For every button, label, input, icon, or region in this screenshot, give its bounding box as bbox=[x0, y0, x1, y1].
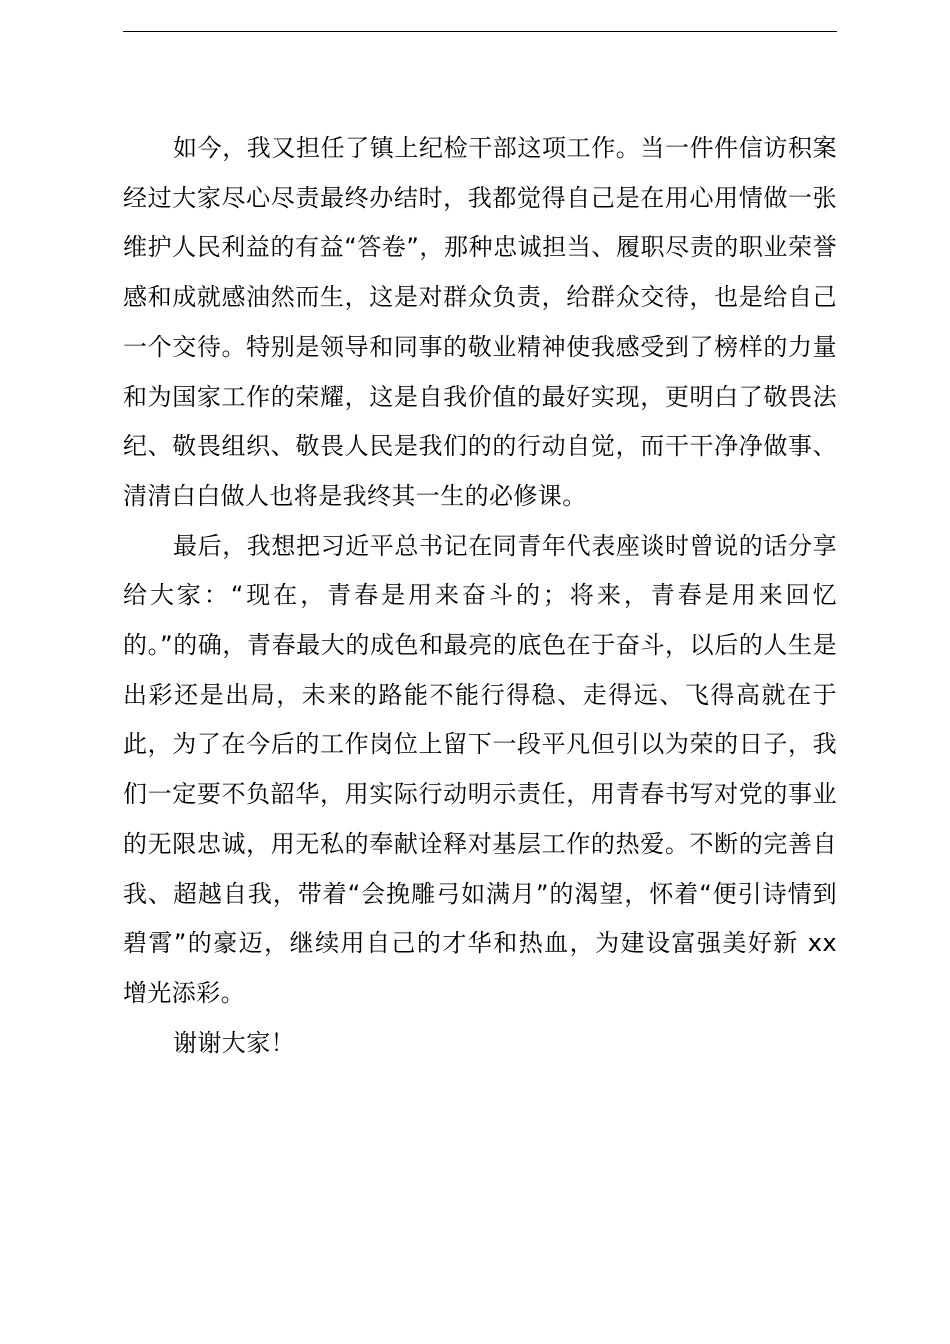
paragraph-thanks: 谢谢大家！ bbox=[173, 1028, 295, 1057]
paragraph-work-reflection: 如今，我又担任了镇上纪检干部这项工作。当一件件信访积案经过大家尽心尽责最终办结时，我都觉得自己是在用心用情做一张维护人民利益的有益“答卷”，那种忠诚担当、履职尽责的职业荣誉感和成就感油然而生，这是对群众负责，给群众交待，也是给自己一个交待。特别是领导和同事的敬业精神使我感受到了榜样的力量和为国家工作的荣耀，这是自我价值的最好实现，更明白了敬畏法纪、敬畏组织、敬畏人民是我们的的行动自觉，而干干净净做事、清清白白做人也将是我终其一生的必修课。 bbox=[123, 134, 837, 510]
document-body bbox=[123, 124, 837, 1068]
header-divider bbox=[123, 31, 837, 32]
paragraph-closing-quote: 最后，我想把习近平总书记在同青年代表座谈时曾说的话分享给大家：“现在，青春是用来奋斗的；将来，青春是用来回忆的。”的确，青春最大的成色和最亮的底色在于奋斗，以后的人生是出彩还是出局，未来的路能不能行得稳、走得远、飞得高就在于此，为了在今后的工作岗位上留下一段平凡但引以为荣的日子，我们一定要不负韶华，用实际行动明示责任，用青春书写对党的事业的无限忠诚，用无私的奉献诠释对基层工作的热爱。不断的完善自我、超越自我，带着“会挽雕弓如满月”的渴望，怀着“便引诗情到碧霄”的豪迈，继续用自己的才华和热血，为建设富强美好新 xx 增光添彩。 bbox=[123, 531, 837, 1007]
